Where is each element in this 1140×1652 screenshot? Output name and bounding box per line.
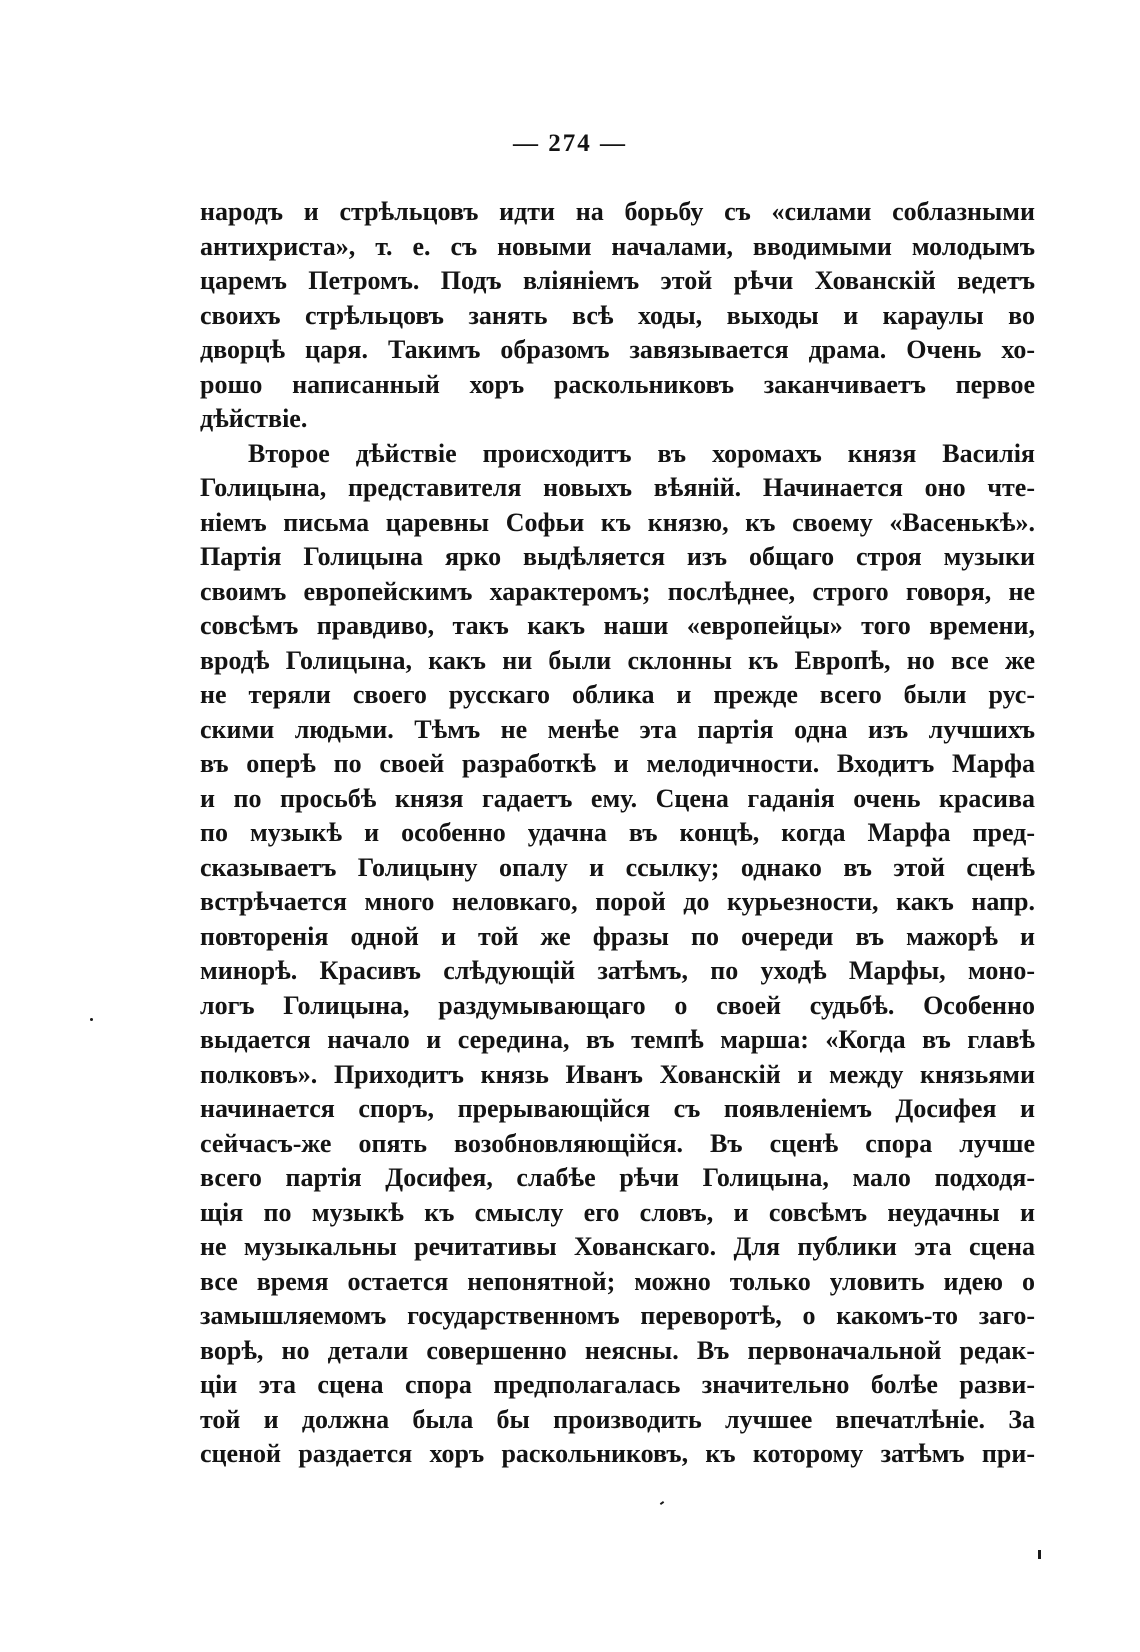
text-line: минорѣ. Красивъ слѣдующій затѣмъ, по уходѣ Марфы, моно- bbox=[200, 956, 1035, 985]
text-line: не теряли своего русскаго облика и прежде всего были рус- bbox=[200, 680, 1035, 709]
text-line: и по просьбѣ князя гадаетъ ему. Сцена гаданія очень красива bbox=[200, 783, 1035, 813]
text-line: совсѣмъ правдиво, такъ какъ наши «европейцы» того времени, bbox=[200, 611, 1035, 640]
text-line: дворцѣ царя. Такимъ образомъ завязывается драма. Очень хо- bbox=[200, 335, 1035, 364]
text-line: по музыкѣ и особенно удачна въ концѣ, когда Марфа пред- bbox=[200, 818, 1035, 847]
scan-speck bbox=[90, 1018, 93, 1021]
text-line: Партія Голицына ярко выдѣляется изъ общаго строя музыки bbox=[200, 542, 1035, 571]
text-line: ніемъ письма царевны Софьи къ князю, къ своему «Васенькѣ». bbox=[200, 507, 1035, 537]
text-line: повторенія одной и той же фразы по очереди въ мажорѣ и bbox=[200, 921, 1035, 951]
text-line: всего партія Досифея, слабѣе рѣчи Голицына, мало подходя- bbox=[200, 1163, 1035, 1192]
text-line: скими людьми. Тѣмъ не менѣе эта партія одна изъ лучшихъ bbox=[200, 714, 1035, 744]
text-line: все время остается непонятной; можно только уловить идею о bbox=[200, 1266, 1035, 1296]
text-line: ціи эта сцена спора предполагалась значительно болѣе разви- bbox=[200, 1370, 1035, 1399]
text-line: сказываетъ Голицыну опалу и ссылку; однако въ этой сценѣ bbox=[200, 852, 1035, 882]
text-line: той и должна была бы производить лучшее впечатлѣніе. За bbox=[200, 1404, 1035, 1434]
scan-speck bbox=[1038, 1550, 1041, 1559]
text-line: своихъ стрѣльцовъ занять всѣ ходы, выходы и караулы во bbox=[200, 300, 1035, 330]
text-line: въ оперѣ по своей разработкѣ и мелодичности. Входитъ Марфа bbox=[200, 749, 1035, 778]
scan-speck bbox=[660, 1501, 664, 1505]
text-line: начинается споръ, прерывающійся съ появленіемъ Досифея и bbox=[200, 1094, 1035, 1123]
paragraph-start-line: Второе дѣйствіе происходитъ въ хоромахъ князя Василія bbox=[248, 438, 1035, 468]
text-line: дѣйствіе. bbox=[200, 404, 308, 433]
body-text bbox=[200, 195, 1035, 1472]
text-line: ворѣ, но детали совершенно неясны. Въ первоначальной редак- bbox=[200, 1335, 1035, 1365]
text-line: народъ и стрѣльцовъ идти на борьбу съ «силами соблазными bbox=[200, 197, 1035, 226]
text-line: вродѣ Голицына, какъ ни были склонны къ Европѣ, но все же bbox=[200, 645, 1035, 675]
text-line: не музыкальны речитативы Хованскаго. Для публики эта сцена bbox=[200, 1232, 1035, 1261]
text-line: своимъ европейскимъ характеромъ; послѣднее, строго говоря, не bbox=[200, 576, 1035, 606]
text-line: царемъ Петромъ. Подъ вліяніемъ этой рѣчи Хованскій ведетъ bbox=[200, 266, 1035, 295]
text-line: рошо написанный хоръ раскольниковъ заканчиваетъ первое bbox=[200, 369, 1035, 399]
text-line: сценой раздается хоръ раскольниковъ, къ которому затѣмъ при- bbox=[200, 1439, 1035, 1468]
text-line: щія по музыкѣ къ смыслу его словъ, и совсѣмъ неудачны и bbox=[200, 1197, 1035, 1227]
page-number: — 274 — bbox=[513, 130, 627, 157]
text-line: выдается начало и середина, въ темпѣ марша: «Когда въ главѣ bbox=[200, 1025, 1035, 1054]
text-line: сейчасъ-же опять возобновляющійся. Въ сценѣ спора лучше bbox=[200, 1128, 1035, 1158]
text-line: полковъ». Приходитъ князь Иванъ Хованскій и между князьями bbox=[200, 1059, 1035, 1089]
text-line: Голицына, представителя новыхъ вѣяній. Начинается оно чте- bbox=[200, 473, 1035, 502]
text-line: логъ Голицына, раздумывающаго о своей судьбѣ. Особенно bbox=[200, 990, 1035, 1020]
text-line: замышляемомъ государственномъ переворотѣ, о какомъ-то заго- bbox=[200, 1301, 1035, 1330]
text-line: встрѣчается много неловкаго, порой до курьезности, какъ напр. bbox=[200, 887, 1035, 916]
text-line: антихриста», т. е. съ новыми началами, вводимыми молодымъ bbox=[200, 231, 1035, 261]
